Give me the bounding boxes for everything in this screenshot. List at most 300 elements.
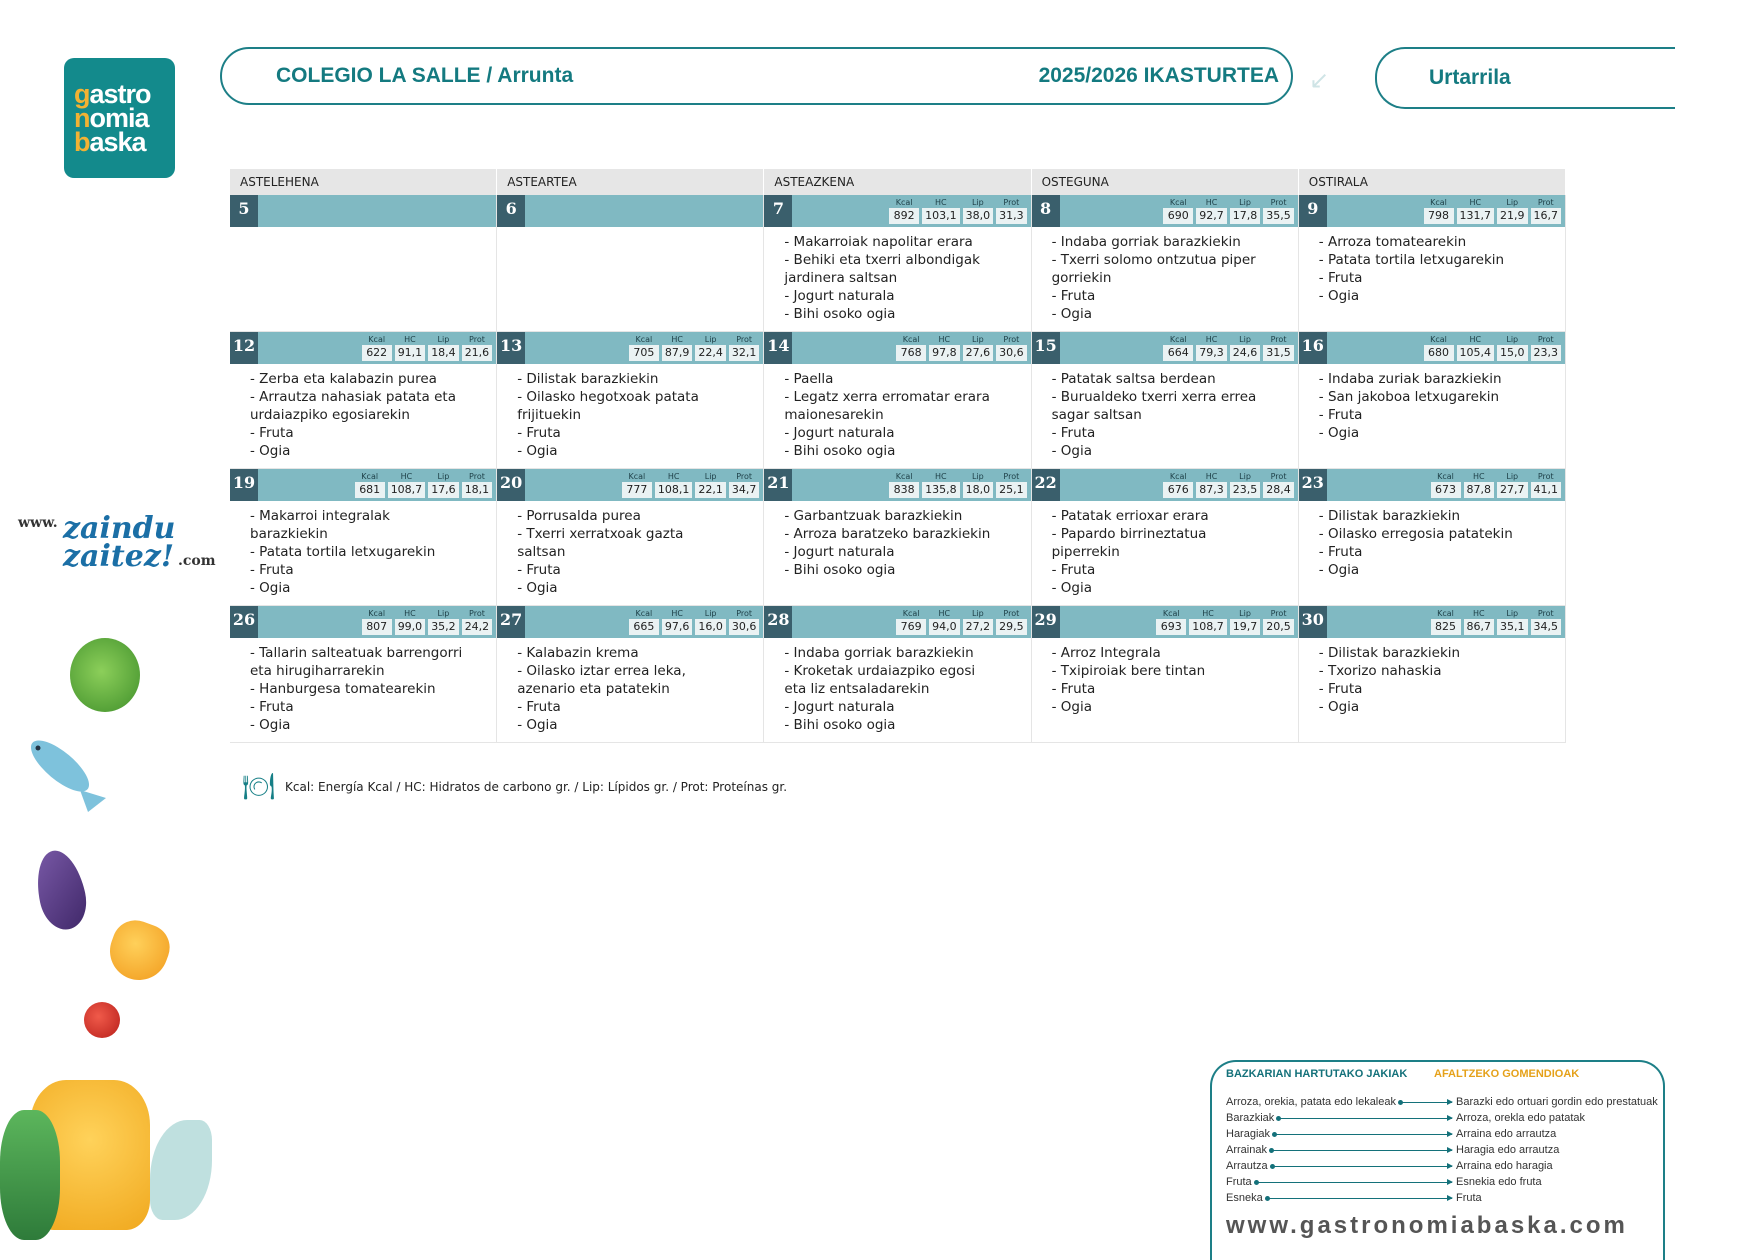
menu-item: - Ogia xyxy=(250,443,291,459)
menu-item: - Txerri xerratxoak gazta xyxy=(517,526,684,542)
nutrition-lip xyxy=(1230,608,1261,635)
nutrition-kcal xyxy=(889,197,919,224)
nutrition-label: Kcal xyxy=(368,609,386,618)
nutrition-value: 94,0 xyxy=(929,619,960,635)
nutrition-label: Prot xyxy=(736,609,753,618)
nutrition-label: Prot xyxy=(1003,609,1020,618)
nutrition-label: Lip xyxy=(1239,198,1251,207)
menu-item: - Indaba gorriak barazkiekin xyxy=(784,645,974,661)
decorative-arrow-icon: ↙ xyxy=(1309,66,1330,94)
nutrition-value: 23,5 xyxy=(1230,482,1261,498)
menu-item: - Patata tortila letxugarekin xyxy=(250,544,436,560)
nutrition-prot xyxy=(1263,334,1294,361)
nutrition-prot xyxy=(1531,608,1562,635)
nutrition-label: Kcal xyxy=(1169,472,1187,481)
menu-item: - Fruta xyxy=(1318,270,1363,286)
day-number: 9 xyxy=(1299,195,1327,227)
nutrition-hc xyxy=(922,471,960,498)
nutrition-lip xyxy=(428,471,459,498)
day-cell-header xyxy=(764,332,1030,364)
menu-item: - Txerri solomo ontzutua piper xyxy=(1051,252,1256,268)
nutrition-lip xyxy=(1230,334,1261,361)
advice-row xyxy=(1226,1126,1656,1142)
nutrition-label: Kcal xyxy=(368,335,386,344)
nutrition-label: HC xyxy=(671,609,683,618)
nutrition-label: Lip xyxy=(1506,472,1519,481)
dinner-recommendation: Arroza, orekla edo patatak xyxy=(1456,1112,1586,1124)
nutrition-label: Kcal xyxy=(902,335,920,344)
nutrition-label: Prot xyxy=(736,472,753,481)
menu-item: - Fruta xyxy=(1318,681,1363,697)
nutrition-value: 16,0 xyxy=(695,619,726,635)
day-cell-header xyxy=(764,195,1030,227)
menu-item: - Ogia xyxy=(1318,699,1360,715)
day-number: 26 xyxy=(230,606,258,638)
nutrition-value: 87,3 xyxy=(1196,482,1227,498)
nutrition-prot xyxy=(462,608,493,635)
menu-item: - Oilasko iztar errea leka, xyxy=(517,663,686,679)
day-cell xyxy=(230,332,497,469)
day-cell-header xyxy=(1032,195,1298,227)
nutrition-value: 29,5 xyxy=(996,619,1027,635)
nutrition-lip xyxy=(695,334,726,361)
nutrition-value: 34,7 xyxy=(729,482,760,498)
day-cell-header xyxy=(230,606,496,638)
day-cell-header xyxy=(764,469,1030,501)
arrow-connector-icon xyxy=(1278,1118,1452,1119)
dinner-recommendation: Haragia edo arrautza xyxy=(1456,1144,1560,1156)
menu-item: - Makarroi integralak xyxy=(250,508,390,524)
nutrition-values xyxy=(896,608,1027,635)
day-cell-header xyxy=(1032,469,1298,501)
website-url: www.gastronomiabaska.com xyxy=(1226,1212,1628,1239)
nutrition-value: 673 xyxy=(1431,482,1461,498)
nutrition-value: 892 xyxy=(889,208,919,224)
menu-item: piperrekin xyxy=(1051,544,1120,560)
menu-item: - Fruta xyxy=(1051,288,1096,304)
nutrition-kcal xyxy=(1431,471,1461,498)
nutrition-value: 769 xyxy=(896,619,926,635)
weekday-header: OSTEGUNA xyxy=(1032,169,1299,195)
menu-item: - Ogia xyxy=(1051,699,1092,715)
menu-item: - Bihi osoko ogia xyxy=(784,717,896,733)
nutrition-values xyxy=(1163,334,1294,361)
nutrition-label: Lip xyxy=(704,472,717,481)
menu-list xyxy=(764,638,1030,742)
day-cell-header xyxy=(1299,195,1565,227)
nutrition-value: 108,7 xyxy=(388,482,426,498)
dinner-recommendations-box xyxy=(1210,1060,1665,1260)
menu-item: - Indaba zuriak barazkiekin xyxy=(1318,371,1502,387)
menu-item: sagar saltsan xyxy=(1051,407,1142,423)
nutrition-label: Lip xyxy=(1506,335,1519,344)
day-cell xyxy=(1032,332,1299,469)
nutrition-value: 705 xyxy=(629,345,659,361)
menu-item: - Porrusalda purea xyxy=(517,508,641,524)
nutrition-value: 24,2 xyxy=(462,619,493,635)
day-cell xyxy=(1299,332,1566,469)
day-cell xyxy=(497,606,764,743)
menu-item: - Indaba gorriak barazkiekin xyxy=(1051,234,1241,250)
nutrition-lip xyxy=(428,608,459,635)
nutrition-kcal xyxy=(622,471,652,498)
weekday-header: OSTIRALA xyxy=(1299,169,1566,195)
nutrition-label: Lip xyxy=(1239,335,1251,344)
nutrition-label: Prot xyxy=(1537,335,1554,344)
menu-item: - Hanburgesa tomatearekin xyxy=(250,681,436,697)
nutrition-prot xyxy=(996,471,1027,498)
menu-item: - San jakoboa letxugarekin xyxy=(1318,389,1500,405)
nutrition-kcal xyxy=(1163,334,1193,361)
menu-item: - Ogia xyxy=(1051,443,1092,459)
nutrition-lip xyxy=(1230,197,1261,224)
nutrition-label: Prot xyxy=(1270,609,1287,618)
nutrition-values xyxy=(1424,197,1562,224)
nutrition-prot xyxy=(1531,334,1562,361)
gastronomia-baska-logo: gastro nomia baska xyxy=(64,58,175,178)
nutrition-label: HC xyxy=(404,609,416,618)
menu-list xyxy=(230,501,496,605)
menu-item: - Burualdeko txerri xerra errea xyxy=(1051,389,1257,405)
day-number: 5 xyxy=(230,195,258,227)
day-number: 7 xyxy=(764,195,792,227)
nutrition-value: 35,2 xyxy=(428,619,459,635)
advice-row xyxy=(1226,1158,1656,1174)
day-cell xyxy=(497,195,764,332)
day-number: 8 xyxy=(1032,195,1060,227)
day-cell xyxy=(1299,606,1566,743)
nutrition-value: 798 xyxy=(1424,208,1454,224)
nutrition-hc xyxy=(662,608,693,635)
nutrition-value: 27,7 xyxy=(1497,482,1528,498)
menu-item: - Oilasko hegotxoak patata xyxy=(517,389,699,405)
nutrition-label: HC xyxy=(938,335,951,344)
day-cell xyxy=(497,332,764,469)
nutrition-value: 91,1 xyxy=(395,345,426,361)
day-number: 16 xyxy=(1299,332,1327,364)
day-cell-header xyxy=(230,332,496,364)
nutrition-legend xyxy=(242,772,787,802)
menu-item: - Ogia xyxy=(1051,306,1092,322)
nutrition-value: 27,2 xyxy=(963,619,994,635)
nutrition-label: Kcal xyxy=(1169,198,1187,207)
day-cell xyxy=(230,195,497,332)
day-cell-header xyxy=(1299,332,1565,364)
nutrition-values xyxy=(889,471,1027,498)
nutrition-label: Lip xyxy=(704,335,717,344)
nutrition-value: 18,4 xyxy=(428,345,459,361)
nutrition-label: Prot xyxy=(1537,198,1554,207)
nutrition-label: HC xyxy=(938,609,951,618)
menu-item: - Jogurt naturala xyxy=(784,425,895,441)
nutrition-value: 16,7 xyxy=(1531,208,1562,224)
day-number: 22 xyxy=(1032,469,1060,501)
zaindu-zaitez-logo: www. zaindu zaitez! .com xyxy=(18,511,216,574)
menu-item: - Fruta xyxy=(1318,407,1363,423)
month-name: Urtarrila xyxy=(1429,66,1511,89)
nutrition-value: 690 xyxy=(1163,208,1193,224)
nutrition-label: Prot xyxy=(1270,335,1287,344)
nutrition-value: 30,6 xyxy=(729,619,760,635)
nutrition-label: Kcal xyxy=(361,472,379,481)
nutrition-label: Prot xyxy=(469,472,485,481)
fish-icon xyxy=(18,728,108,818)
nutrition-value: 35,5 xyxy=(1263,208,1294,224)
nutrition-prot xyxy=(1263,471,1294,498)
cutlery-plate-icon: 🍽 xyxy=(242,772,276,802)
nutrition-label: Lip xyxy=(1239,609,1251,618)
nutrition-label: HC xyxy=(1202,609,1214,618)
arrow-connector-icon xyxy=(1274,1134,1452,1135)
arrow-connector-icon xyxy=(1272,1166,1452,1167)
nutrition-label: HC xyxy=(400,472,413,481)
nutrition-label: Kcal xyxy=(1162,609,1180,618)
menu-item: - Jogurt naturala xyxy=(784,288,895,304)
menu-item: - Fruta xyxy=(517,562,561,578)
month-banner xyxy=(1375,47,1675,109)
nutrition-label: HC xyxy=(1205,335,1218,344)
menu-item: - Ogia xyxy=(1318,288,1360,304)
nutrition-kcal xyxy=(1431,608,1461,635)
nutrition-value: 103,1 xyxy=(922,208,960,224)
day-cell xyxy=(1032,469,1299,606)
day-number: 21 xyxy=(764,469,792,501)
nutrition-value: 108,7 xyxy=(1189,619,1227,635)
nutrition-lip xyxy=(695,608,726,635)
menu-list xyxy=(497,227,763,331)
legend-text: Kcal: Energía Kcal / HC: Hidratos de carbono gr. / Lip: Lípidos gr. / Prot: Proteínas gr. xyxy=(285,780,788,794)
nutrition-prot xyxy=(1531,471,1562,498)
nutrition-kcal xyxy=(889,471,919,498)
menu-item: - Garbantzuak barazkiekin xyxy=(784,508,963,524)
nutrition-label: Prot xyxy=(469,609,485,618)
nutrition-label: Lip xyxy=(971,198,984,207)
nutrition-label: Lip xyxy=(971,335,984,344)
menu-list xyxy=(1032,364,1298,468)
nutrition-values xyxy=(629,608,760,635)
day-number: 14 xyxy=(764,332,792,364)
nutrition-value: 838 xyxy=(889,482,919,498)
nutrition-values xyxy=(1163,471,1294,498)
menu-item: - Zerba eta kalabazin purea xyxy=(250,371,437,387)
day-cell-header xyxy=(497,606,763,638)
nutrition-value: 21,6 xyxy=(462,345,493,361)
nutrition-values xyxy=(889,197,1027,224)
nutrition-label: HC xyxy=(1205,198,1218,207)
advice-row xyxy=(1226,1190,1656,1206)
nutrition-lip xyxy=(1230,471,1261,498)
nutrition-kcal xyxy=(629,608,659,635)
nutrition-kcal xyxy=(1424,334,1454,361)
nutrition-hc xyxy=(929,608,960,635)
nutrition-label: Kcal xyxy=(628,472,646,481)
weekday-header: ASTEAZKENA xyxy=(764,169,1031,195)
nutrition-hc xyxy=(929,334,960,361)
menu-item: - Fruta xyxy=(1051,425,1096,441)
nutrition-value: 87,8 xyxy=(1464,482,1495,498)
nutrition-label: Prot xyxy=(469,335,485,344)
day-number: 27 xyxy=(497,606,525,638)
menu-list xyxy=(230,364,496,468)
day-cell-header xyxy=(1299,606,1565,638)
day-cell-header xyxy=(497,332,763,364)
menu-list xyxy=(497,501,763,605)
nutrition-label: Lip xyxy=(437,609,450,618)
menu-item: - Paella xyxy=(784,371,834,387)
lunch-food: Arrautza xyxy=(1226,1160,1268,1172)
nutrition-label: Lip xyxy=(1506,198,1519,207)
nutrition-kcal xyxy=(362,608,392,635)
dinner-recommendation: Arraina edo arrautza xyxy=(1456,1128,1557,1140)
nutrition-kcal xyxy=(362,334,392,361)
nutrition-kcal xyxy=(1156,608,1186,635)
nutrition-values xyxy=(629,334,760,361)
lunch-food: Esneka xyxy=(1226,1192,1263,1204)
nutrition-values xyxy=(1424,334,1562,361)
nutrition-values xyxy=(362,608,493,635)
menu-list xyxy=(230,227,496,331)
menu-list xyxy=(1299,364,1565,468)
nutrition-label: Kcal xyxy=(1169,335,1187,344)
school-year: 2025/2026 IKASTURTEA xyxy=(1038,64,1279,87)
nutrition-label: Kcal xyxy=(635,335,653,344)
nutrition-value: 680 xyxy=(1424,345,1454,361)
menu-item: - Jogurt naturala xyxy=(784,544,895,560)
nutrition-label: Prot xyxy=(1270,472,1287,481)
nutrition-prot xyxy=(996,608,1027,635)
nutrition-hc xyxy=(1196,197,1227,224)
nutrition-label: Prot xyxy=(1537,609,1554,618)
menu-item: - Dilistak barazkiekin xyxy=(517,371,659,387)
dinner-recommendation: Barazki edo ortuari gordin edo prestatuak xyxy=(1456,1096,1658,1108)
day-cell xyxy=(764,195,1031,332)
nutrition-value: 34,5 xyxy=(1531,619,1562,635)
nutrition-value: 131,7 xyxy=(1457,208,1495,224)
menu-item: - Fruta xyxy=(250,562,294,578)
menu-item: - Ogia xyxy=(517,717,558,733)
lunch-foods-title: BAZKARIAN HARTUTAKO JAKIAK xyxy=(1226,1068,1408,1080)
nutrition-label: HC xyxy=(935,198,947,207)
dinner-advice-title: AFALTZEKO GOMENDIOAK xyxy=(1434,1068,1580,1080)
arrow-connector-icon xyxy=(1271,1150,1452,1151)
lunch-food: Barazkiak xyxy=(1226,1112,1275,1124)
vegetables-icon xyxy=(0,1110,60,1240)
nutrition-value: 92,7 xyxy=(1196,208,1227,224)
nutrition-label: Lip xyxy=(971,609,984,618)
tomato-icon xyxy=(84,1002,120,1038)
nutrition-value: 108,1 xyxy=(655,482,693,498)
nutrition-value: 87,9 xyxy=(662,345,693,361)
menu-item: barazkiekin xyxy=(250,526,328,542)
nutrition-hc xyxy=(1196,471,1227,498)
menu-item: gorriekin xyxy=(1051,270,1112,286)
menu-item: - Ogia xyxy=(1318,425,1360,441)
nutrition-value: 768 xyxy=(896,345,926,361)
nutrition-value: 20,5 xyxy=(1263,619,1294,635)
menu-item: jardinera saltsan xyxy=(784,270,898,286)
nutrition-value: 17,8 xyxy=(1230,208,1261,224)
nutrition-prot xyxy=(1263,197,1294,224)
day-cell-header xyxy=(497,469,763,501)
menu-item: - Fruta xyxy=(517,699,561,715)
menu-item: - Fruta xyxy=(517,425,561,441)
nutrition-prot xyxy=(996,334,1027,361)
nutrition-label: Prot xyxy=(736,335,753,344)
nutrition-value: 18,1 xyxy=(462,482,493,498)
nutrition-prot xyxy=(996,197,1027,224)
menu-item: urdaiazpiko egosiarekin xyxy=(250,407,410,423)
nutrition-lip xyxy=(963,197,994,224)
menu-item: - Papardo birrineztatua xyxy=(1051,526,1207,542)
nutrition-value: 86,7 xyxy=(1464,619,1495,635)
nutrition-kcal xyxy=(1163,471,1193,498)
nutrition-value: 15,0 xyxy=(1497,345,1528,361)
menu-item: - Fruta xyxy=(1051,562,1096,578)
menu-item: - Txipiroiak bere tintan xyxy=(1051,663,1206,679)
nutrition-label: Lip xyxy=(437,335,450,344)
nutrition-value: 27,6 xyxy=(963,345,994,361)
advice-row xyxy=(1226,1174,1656,1190)
nutrition-values xyxy=(896,334,1027,361)
menu-list xyxy=(497,638,763,742)
advice-rows xyxy=(1226,1094,1656,1206)
menu-item: - Fruta xyxy=(1051,681,1096,697)
nutrition-label: Kcal xyxy=(895,472,913,481)
nutrition-hc xyxy=(395,334,426,361)
day-cell-header xyxy=(1032,332,1298,364)
nutrition-value: 807 xyxy=(362,619,392,635)
menu-item: - Ogia xyxy=(250,580,291,596)
nutrition-value: 665 xyxy=(629,619,659,635)
day-cell xyxy=(1032,606,1299,743)
menu-list xyxy=(1032,501,1298,605)
nutrition-lip xyxy=(963,608,994,635)
nutrition-label: Lip xyxy=(437,472,450,481)
nutrition-lip xyxy=(963,334,994,361)
menu-item: saltsan xyxy=(517,544,566,560)
day-number: 28 xyxy=(764,606,792,638)
nutrition-label: Lip xyxy=(1239,472,1251,481)
nutrition-hc xyxy=(1457,334,1495,361)
nutrition-value: 17,6 xyxy=(428,482,459,498)
nutrition-prot xyxy=(1531,197,1562,224)
nutrition-values xyxy=(362,334,493,361)
menu-item: azenario eta patatekin xyxy=(517,681,670,697)
menu-item: - Arroza baratzeko barazkiekin xyxy=(784,526,991,542)
nutrition-value: 693 xyxy=(1156,619,1186,635)
day-cell xyxy=(1299,195,1566,332)
nutrition-values xyxy=(1163,197,1294,224)
menu-item: - Ogia xyxy=(1318,562,1360,578)
day-cell xyxy=(230,606,497,743)
eggplant-icon xyxy=(30,846,92,934)
nutrition-value: 135,8 xyxy=(922,482,960,498)
nutrition-hc xyxy=(1196,334,1227,361)
nutrition-label: HC xyxy=(1469,198,1482,207)
nutrition-hc xyxy=(1464,471,1495,498)
menu-item: - Fruta xyxy=(250,699,294,715)
menu-item: - Kalabazin krema xyxy=(517,645,639,661)
menu-item: eta hirugiharrarekin xyxy=(250,663,385,679)
nutrition-value: 32,1 xyxy=(729,345,760,361)
day-number: 20 xyxy=(497,469,525,501)
nutrition-label: Prot xyxy=(1003,472,1020,481)
nutrition-label: HC xyxy=(667,472,680,481)
nutrition-values xyxy=(355,471,493,498)
nutrition-value: 24,6 xyxy=(1230,345,1261,361)
nutrition-label: Prot xyxy=(1270,198,1287,207)
nutrition-value: 28,4 xyxy=(1263,482,1294,498)
